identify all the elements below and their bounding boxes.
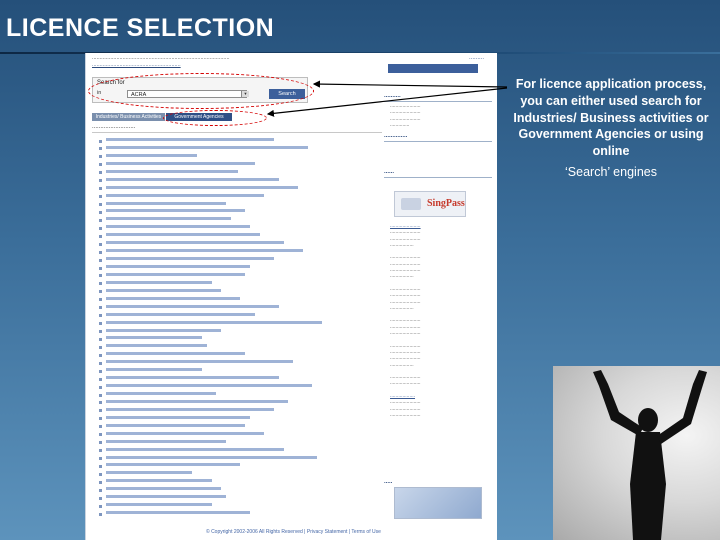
figure-silhouette bbox=[553, 366, 720, 540]
search-in-label: in bbox=[97, 90, 102, 96]
chevron-down-icon[interactable]: ▼ bbox=[241, 91, 249, 97]
footer-text: © Copyright 2002-2006 All Rights Reserved | Privacy Statement | Terms of Use bbox=[206, 529, 381, 535]
notice-title: ...... bbox=[384, 169, 395, 175]
raised-arms-figure-image bbox=[553, 366, 720, 540]
tab-industries[interactable]: Industries/ Business Activities bbox=[92, 113, 165, 121]
callout-quote: ‘Search’ engines bbox=[565, 164, 657, 179]
contact-link[interactable]: ......... bbox=[468, 55, 484, 61]
notice-text: ...................... ...................... ...................... ................. ...................... ...................... ...................... ................. ...................... ...................... ...................... ................. ...................... ...................... ...................... ...................... ...................... ...................... ................. ...................... ...................... .................. ...................... ...................... ...................... bbox=[390, 223, 421, 418]
arrow-to-search bbox=[314, 84, 507, 87]
intro-link: .......................................................... bbox=[92, 62, 181, 68]
search-input[interactable]: ACRA bbox=[127, 90, 247, 98]
singpass-logo: SingPass bbox=[427, 198, 465, 209]
browse-heading: .......................... bbox=[92, 124, 136, 130]
tabsg-title: ..... bbox=[384, 479, 393, 485]
payment-text: ...................... ...................... ...................... .............. bbox=[390, 103, 421, 128]
callout-body: For licence application process, you can either used search for Industries/ Business activities or Government Agencies or using online bbox=[513, 77, 709, 159]
intro-line: .......................................................................................... bbox=[92, 55, 230, 61]
search-label: Search for bbox=[97, 80, 125, 86]
tab-government-agencies[interactable]: Government Agencies bbox=[166, 113, 232, 121]
arrow-to-tabs bbox=[268, 88, 507, 114]
get-singpass-title: .............. bbox=[384, 133, 408, 139]
payment-section-title: .......... bbox=[384, 93, 401, 99]
callout-text bbox=[507, 76, 715, 181]
search-button[interactable]: Search bbox=[269, 89, 305, 99]
slide-title: LICENCE SELECTION bbox=[6, 14, 275, 42]
